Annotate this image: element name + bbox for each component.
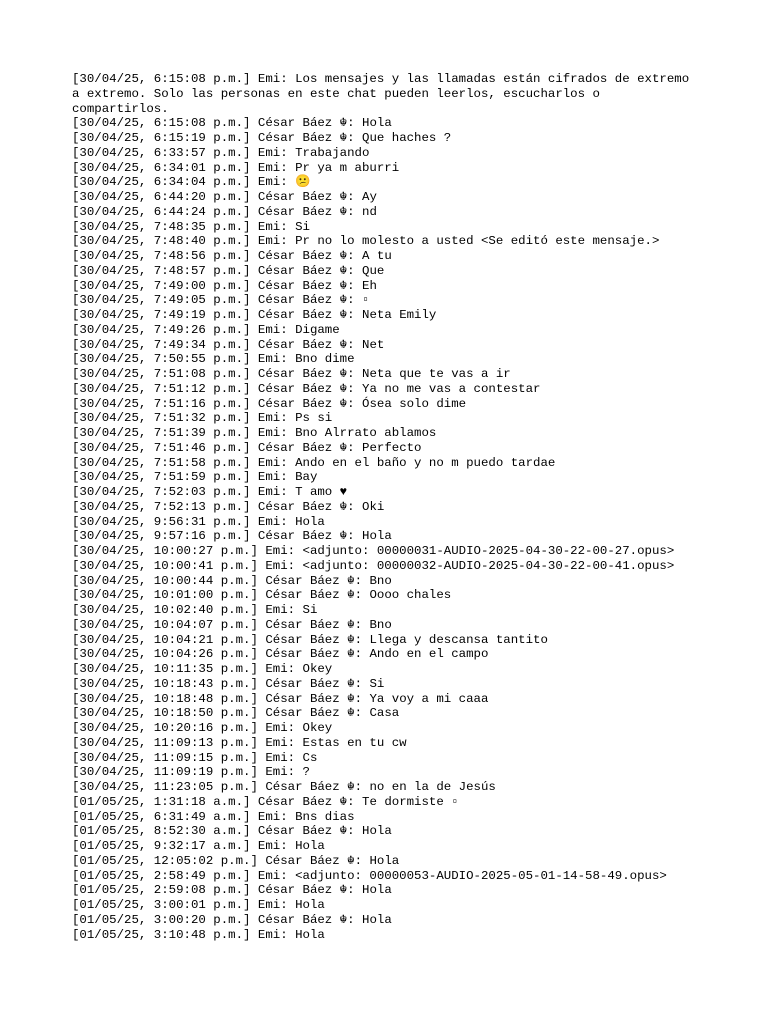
chat-message-line: [30/04/25, 7:51:59 p.m.] Emi: Bay bbox=[72, 470, 318, 485]
chat-message-line: [01/05/25, 1:31:18 a.m.] César Báez ☬: Te dormiste ▫ bbox=[72, 794, 459, 809]
chat-message-line: [01/05/25, 2:58:49 p.m.] Emi: <adjunto: 00000053-AUDIO-2025-05-01-14-58-49.opus> bbox=[72, 868, 667, 883]
chat-message-line: [30/04/25, 7:48:35 p.m.] Emi: Si bbox=[72, 219, 310, 234]
chat-message-line: [30/04/25, 9:57:16 p.m.] César Báez ☬: Hola bbox=[72, 529, 392, 544]
chat-message-line: [30/04/25, 10:11:35 p.m.] Emi: Okey bbox=[72, 662, 333, 676]
chat-message-line: [30/04/25, 6:34:01 p.m.] Emi: Pr ya m aburri bbox=[72, 160, 400, 175]
chat-message-line: [30/04/25, 6:15:08 p.m.] César Báez ☬: Hola bbox=[72, 116, 392, 131]
chat-message-line: [30/04/25, 7:49:05 p.m.] César Báez ☬: ▫ bbox=[72, 293, 370, 308]
chat-message-line: [30/04/25, 7:51:16 p.m.] César Báez ☬: Ósea solo dime bbox=[72, 396, 467, 411]
chat-message-line: [01/05/25, 2:59:08 p.m.] César Báez ☬: Hola bbox=[72, 883, 392, 898]
chat-message-line: [30/04/25, 11:09:19 p.m.] Emi: ? bbox=[72, 765, 310, 780]
chat-message-line: [01/05/25, 9:32:17 a.m.] Emi: Hola bbox=[72, 839, 325, 853]
chat-message-line: [30/04/25, 7:52:13 p.m.] César Báez ☬: Oki bbox=[72, 499, 385, 514]
chat-message-line: [30/04/25, 9:56:31 p.m.] Emi: Hola bbox=[72, 514, 325, 529]
chat-message-line: [01/05/25, 3:00:01 p.m.] Emi: Hola bbox=[72, 898, 325, 912]
chat-message-line: [30/04/25, 7:49:34 p.m.] César Báez ☬: Net bbox=[72, 337, 385, 352]
chat-message-line: [30/04/25, 10:01:00 p.m.] César Báez ☬: Oooo chales bbox=[72, 588, 452, 603]
chat-message-line: [01/05/25, 6:31:49 a.m.] Emi: Bns dias bbox=[72, 809, 355, 824]
chat-message-line: [30/04/25, 6:44:24 p.m.] César Báez ☬: nd bbox=[72, 204, 377, 219]
chat-message-line: [30/04/25, 6:44:20 p.m.] César Báez ☬: Ay bbox=[72, 190, 377, 204]
chat-message-line: [30/04/25, 7:50:55 p.m.] Emi: Bno dime bbox=[72, 352, 355, 367]
chat-message-line: [30/04/25, 6:15:08 p.m.] Emi: Los mensajes y las llamadas están cifrados de extremo a extremo. Solo las personas en este chat pueden leerlos, escucharlos o compartirlos. bbox=[72, 72, 697, 116]
chat-message-line: [30/04/25, 10:20:16 p.m.] Emi: Okey bbox=[72, 721, 333, 735]
chat-message-line: [30/04/25, 7:51:46 p.m.] César Báez ☬: Perfecto bbox=[72, 440, 422, 455]
chat-message-line: [30/04/25, 7:51:39 p.m.] Emi: Bno Alrrato ablamos bbox=[72, 426, 437, 440]
chat-message-line: [30/04/25, 10:04:26 p.m.] César Báez ☬: Ando en el campo bbox=[72, 647, 489, 662]
chat-message-line: [30/04/25, 10:04:07 p.m.] César Báez ☬: Bno bbox=[72, 617, 392, 632]
chat-message-line: [01/05/25, 3:00:20 p.m.] César Báez ☬: Hola bbox=[72, 912, 392, 927]
chat-message-line: [30/04/25, 7:48:40 p.m.] Emi: Pr no lo molesto a usted <Se editó este mensaje.> bbox=[72, 234, 660, 249]
chat-message-line: [30/04/25, 7:49:19 p.m.] César Báez ☬: Neta Emily bbox=[72, 308, 437, 322]
chat-message-line: [30/04/25, 10:18:43 p.m.] César Báez ☬: Si bbox=[72, 676, 385, 691]
chat-message-line: [30/04/25, 6:34:04 p.m.] Emi: 😕 bbox=[72, 175, 311, 190]
chat-message-line: [30/04/25, 10:00:44 p.m.] César Báez ☬: Bno bbox=[72, 573, 392, 588]
chat-message-line: [30/04/25, 7:49:00 p.m.] César Báez ☬: Eh bbox=[72, 278, 377, 293]
chat-message-line: [30/04/25, 7:48:56 p.m.] César Báez ☬: A tu bbox=[72, 249, 392, 263]
chat-message-line: [30/04/25, 6:15:19 p.m.] César Báez ☬: Que haches ? bbox=[72, 131, 452, 145]
chat-message-line: [01/05/25, 12:05:02 p.m.] César Báez ☬: Hola bbox=[72, 853, 400, 868]
chat-message-line: [30/04/25, 6:33:57 p.m.] Emi: Trabajando bbox=[72, 145, 370, 160]
chat-message-line: [30/04/25, 11:09:15 p.m.] Emi: Cs bbox=[72, 750, 318, 765]
chat-message-line: [30/04/25, 10:18:50 p.m.] César Báez ☬: Casa bbox=[72, 706, 400, 721]
chat-message-line: [30/04/25, 7:48:57 p.m.] César Báez ☬: Que bbox=[72, 263, 385, 278]
chat-message-line: [30/04/25, 10:18:48 p.m.] César Báez ☬: Ya voy a mi caaa bbox=[72, 691, 489, 706]
chat-message-line: [30/04/25, 10:00:27 p.m.] Emi: <adjunto: 00000031-AUDIO-2025-04-30-22-00-27.opus> bbox=[72, 544, 675, 558]
chat-message-line: [30/04/25, 10:04:21 p.m.] César Báez ☬: Llega y descansa tantito bbox=[72, 632, 548, 647]
chat-message-line: [30/04/25, 10:02:40 p.m.] Emi: Si bbox=[72, 603, 318, 617]
chat-message-line: [30/04/25, 7:49:26 p.m.] Emi: Digame bbox=[72, 322, 340, 337]
chat-message-line: [30/04/25, 11:23:05 p.m.] César Báez ☬: no en la de Jesús bbox=[72, 780, 496, 794]
chat-message-line: [30/04/25, 7:51:12 p.m.] César Báez ☬: Ya no me vas a contestar bbox=[72, 381, 541, 396]
chat-message-line: [30/04/25, 11:09:13 p.m.] Emi: Estas en tu cw bbox=[72, 735, 407, 750]
chat-message-line: [01/05/25, 8:52:30 a.m.] César Báez ☬: Hola bbox=[72, 824, 392, 839]
chat-message-line: [30/04/25, 7:51:58 p.m.] Emi: Ando en el baño y no m puedo tardae bbox=[72, 455, 556, 470]
chat-message-line: [30/04/25, 10:00:41 p.m.] Emi: <adjunto: 00000032-AUDIO-2025-04-30-22-00-41.opus> bbox=[72, 558, 675, 573]
chat-message-line: [01/05/25, 3:10:48 p.m.] Emi: Hola bbox=[72, 927, 325, 942]
chat-transcript bbox=[72, 72, 698, 942]
chat-message-line: [30/04/25, 7:51:08 p.m.] César Báez ☬: Neta que te vas a ir bbox=[72, 367, 511, 381]
chat-message-line: [30/04/25, 7:52:03 p.m.] Emi: T amo ♥ bbox=[72, 485, 348, 499]
chat-message-line: [30/04/25, 7:51:32 p.m.] Emi: Ps si bbox=[72, 411, 333, 426]
